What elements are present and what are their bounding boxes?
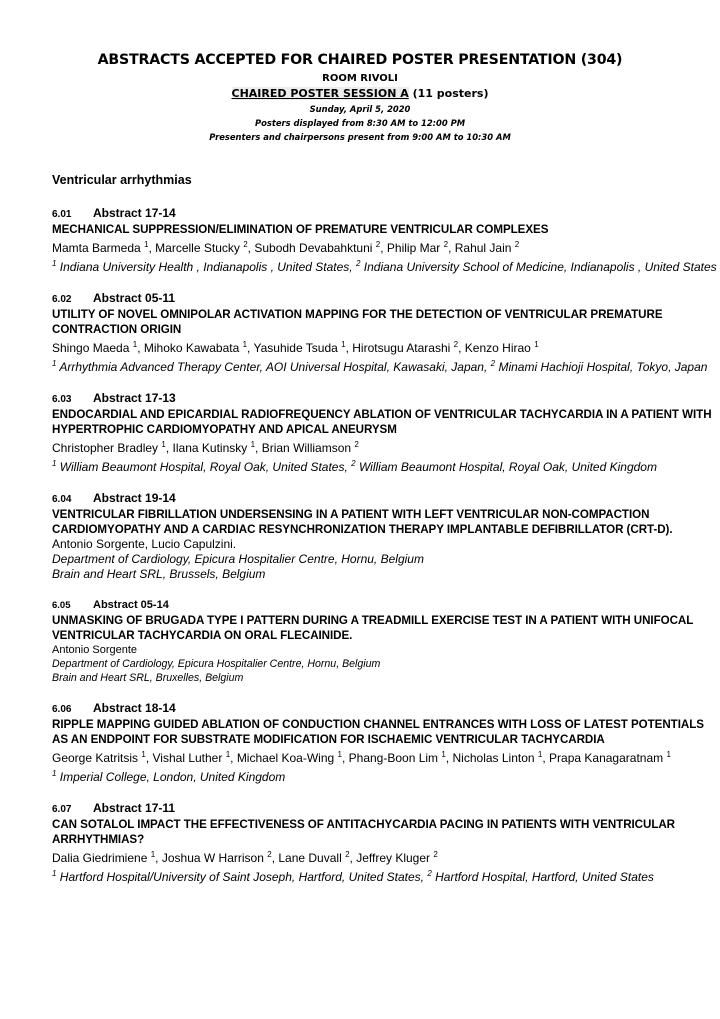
affiliation-text: Arrhythmia Advanced Therapy Center, AOI Universal Hospital, Kawasaki, Japan, — [59, 360, 488, 374]
affiliation-text: Hartford Hospital, Hartford, United States — [435, 870, 654, 884]
abstract-authors: Dalia Giedrimiene $^1$, Joshua W Harrison $^2$, Lane Duvall $^2$, Jeffrey Kluger $^2$ — [52, 850, 438, 865]
display-hours: Posters displayed from 8:30 AM to 12:00 PM — [254, 118, 466, 128]
affiliation-mark: 2 — [490, 359, 496, 368]
author-affiliation-mark: 2 — [267, 850, 272, 859]
abstract-number: 6.01 — [52, 209, 72, 220]
abstract-authors: Antonio Sorgente, Lucio Capulzini. — [52, 537, 237, 551]
author-name: Ilana Kutinsky — [172, 441, 248, 455]
author-name: Christopher Bradley — [52, 441, 159, 455]
affiliation-text: Minami Hachioji Hospital, Tokyo, Japan — [498, 360, 708, 374]
affiliation-mark: 1 — [52, 359, 57, 368]
page-title: ABSTRACTS ACCEPTED FOR CHAIRED POSTER PRESENTATION (304) — [97, 52, 623, 68]
category-heading: Ventricular arrhythmias — [52, 173, 192, 187]
author-affiliation-mark: 2 — [433, 850, 438, 859]
author-affiliation-mark: 2 — [345, 850, 350, 859]
author-affiliation-mark: 1 — [144, 240, 149, 249]
abstract-title: ENDOCARDIAL AND EPICARDIAL RADIOFREQUENCY ABLATION OF VENTRICULAR TACHYCARDIA IN A PATIENT WITH HYPERTROPHIC CARDIOMYOPATHY AND APICAL ANEURYSM — [52, 408, 712, 436]
affiliation-text: William Beaumont Hospital, Royal Oak, United Kingdom — [358, 460, 657, 474]
affiliation-text: Indiana University Health , Indianapolis , United States, — [59, 260, 353, 274]
author-name: Hirotsugu Atarashi — [352, 341, 451, 355]
abstract-code: Abstract 05-11 — [93, 291, 176, 305]
abstract-affiliations — [52, 256, 720, 275]
author-affiliation-mark: 2 — [443, 240, 449, 249]
abstract-authors: Shingo Maeda $^1$, Mihoko Kawabata $^1$, Yasuhide Tsuda $^1$, Hirotsugu Atarashi $^2$, Kenzo Hirao $^1$ — [52, 340, 539, 355]
author-affiliation-mark: 2 — [453, 340, 459, 349]
author-name: Dalia Giedrimiene — [52, 851, 148, 865]
author-name: Nicholas Linton — [452, 751, 535, 765]
abstract-code: Abstract 17-14 — [93, 206, 176, 220]
author-name: Subodh Devabahktuni — [254, 241, 373, 255]
affiliation-mark: 2 — [351, 459, 356, 468]
abstract-entry — [52, 801, 720, 885]
author-affiliation-mark: 1 — [250, 440, 256, 449]
affiliation-text: Hartford Hospital/University of Saint Joseph, Hartford, United States, — [59, 870, 424, 884]
page-header — [0, 0, 720, 144]
affiliation-mark: 1 — [52, 769, 57, 778]
abstract-authors: Mamta Barmeda $^1$, Marcelle Stucky $^2$, Subodh Devabahktuni $^2$, Philip Mar $^2$, Rahul Jain $^2$ — [52, 240, 520, 255]
author-name: Mamta Barmeda — [52, 241, 141, 255]
affiliation-line: Brain and Heart SRL, Brussels, Belgium — [52, 567, 266, 581]
author-affiliation-mark: 1 — [225, 750, 231, 759]
abstract-affiliations — [52, 766, 720, 785]
author-name: Philip Mar — [386, 241, 441, 255]
abstract-number-line — [52, 701, 720, 717]
author-affiliation-mark: 1 — [150, 850, 156, 859]
author-affiliation-mark: 1 — [337, 750, 342, 759]
abstract-affiliations — [52, 866, 720, 885]
affiliation-mark: 1 — [52, 259, 57, 268]
abstract-list — [52, 173, 720, 901]
affiliation-line: Brain and Heart SRL, Bruxelles, Belgium — [52, 672, 244, 684]
author-name: Phang-Boon Lim — [348, 751, 439, 765]
author-name: Brian Williamson — [261, 441, 352, 455]
abstract-entry — [52, 391, 720, 475]
session-count: (11 posters) — [412, 87, 489, 100]
author-affiliation-mark: 2 — [375, 240, 381, 249]
abstract-number-line — [52, 291, 720, 307]
author-affiliation-mark: 1 — [242, 340, 248, 349]
author-affiliation-mark: 1 — [132, 340, 138, 349]
abstract-number: 6.02 — [52, 294, 72, 305]
author-affiliation-mark: 1 — [161, 440, 166, 449]
abstract-title: MECHANICAL SUPPRESSION/ELIMINATION OF PREMATURE VENTRICULAR COMPLEXES — [52, 223, 549, 236]
abstract-number-line — [52, 491, 720, 507]
author-name: Jeffrey Kluger — [356, 851, 431, 865]
abstract-title: RIPPLE MAPPING GUIDED ABLATION OF CONDUCTION CHANNEL ENTRANCES WITH LOSS OF LATEST POTENTIALS AS AN ENDPOINT FOR SUBSTRATE MODIFICATION FOR ISCHAEMIC VENTRICULAR TACHYCARDIA — [52, 718, 704, 746]
abstract-code: Abstract 18-14 — [93, 701, 176, 715]
abstract-number: 6.05 — [52, 600, 71, 611]
room-name: ROOM RIVOLI — [322, 73, 398, 84]
abstract-title: UTILITY OF NOVEL OMNIPOLAR ACTIVATION MAPPING FOR THE DETECTION OF VENTRICULAR PREMATURE CONTRACTION ORIGIN — [52, 308, 663, 336]
abstract-title: CAN SOTALOL IMPACT THE EFFECTIVENESS OF ANTITACHYCARDIA PACING IN PATIENTS WITH VENTRICULAR ARRHYTHMIAS? — [52, 818, 676, 846]
abstract-number: 6.04 — [52, 494, 72, 505]
abstract-authors: Antonio Sorgente — [52, 644, 138, 656]
author-name: Prapa Kanagaratnam — [549, 751, 664, 765]
author-name: Mihoko Kawabata — [143, 341, 240, 355]
abstract-entry — [52, 291, 720, 375]
affiliation-mark: 2 — [427, 869, 432, 878]
affiliation-mark: 1 — [52, 869, 57, 878]
author-name: Shingo Maeda — [52, 341, 130, 355]
abstract-authors: Christopher Bradley $^1$, Ilana Kutinsky $^1$, Brian Williamson $^2$ — [52, 440, 359, 455]
author-affiliation-mark: 1 — [537, 750, 543, 759]
affiliation-text: Indiana University School of Medicine, Indianapolis , United States — [363, 260, 717, 274]
author-affiliation-mark: 2 — [243, 240, 248, 249]
affiliation-text: William Beaumont Hospital, Royal Oak, United States, — [59, 460, 348, 474]
session-date: Sunday, April 5, 2020 — [309, 104, 411, 114]
affiliation-line: Department of Cardiology, Epicura Hospitalier Centre, Hornu, Belgium — [52, 552, 424, 566]
affiliation-mark: 2 — [355, 259, 361, 268]
author-name: Joshua W Harrison — [161, 851, 264, 865]
author-name: George Katritsis — [52, 751, 139, 765]
author-name: Lane Duvall — [278, 851, 342, 865]
abstract-number-line — [52, 598, 720, 613]
author-name: Vishal Luther — [152, 751, 223, 765]
author-affiliation-mark: 1 — [341, 340, 346, 349]
affiliation-mark: 1 — [52, 459, 57, 468]
author-name: Kenzo Hirao — [464, 341, 531, 355]
abstract-entry — [52, 206, 720, 275]
abstract-affiliations — [52, 456, 720, 475]
author-name: Marcelle Stucky — [155, 241, 240, 255]
author-name: Rahul Jain — [454, 241, 512, 255]
affiliation-line: Department of Cardiology, Epicura Hospitalier Centre, Hornu, Belgium — [52, 658, 381, 670]
abstract-code: Abstract 17-13 — [93, 391, 176, 405]
abstract-title: VENTRICULAR FIBRILLATION UNDERSENSING IN A PATIENT WITH LEFT VENTRICULAR NON-COMPACTION CARDIOMYOPATHY AND A CARDIAC RESYNCHRONIZATION THERAPY IMPLANTABLE DEFIBRILLATOR (CRT-D). — [52, 508, 673, 536]
abstract-entry — [52, 701, 720, 785]
author-affiliation-mark: 1 — [441, 750, 446, 759]
abstract-number-line — [52, 801, 720, 817]
session-line — [0, 86, 720, 102]
abstract-authors: George Katritsis $^1$, Vishal Luther $^1$, Michael Koa-Wing $^1$, Phang-Boon Lim $^1$, Nicholas Linton $^1$, Prapa Kanagaratnam $^1$ — [52, 750, 671, 765]
author-name: Yasuhide Tsuda — [253, 341, 338, 355]
author-affiliation-mark: 1 — [534, 340, 539, 349]
abstract-entry — [52, 491, 720, 582]
abstract-code: Abstract 19-14 — [93, 491, 176, 505]
abstract-number: 6.07 — [52, 804, 72, 815]
affiliation-text: Imperial College, London, United Kingdom — [59, 770, 286, 784]
abstract-number: 6.06 — [52, 704, 72, 715]
abstract-code: Abstract 05-14 — [93, 599, 169, 611]
abstract-affiliations — [52, 356, 720, 375]
author-affiliation-mark: 2 — [514, 240, 520, 249]
session-label: CHAIRED POSTER SESSION A — [231, 87, 409, 100]
abstract-entry — [52, 598, 720, 685]
author-name: Michael Koa-Wing — [236, 751, 335, 765]
abstract-number: 6.03 — [52, 394, 72, 405]
presenter-hours: Presenters and chairpersons present from 9:00 AM to 10:30 AM — [209, 132, 511, 142]
author-affiliation-mark: 1 — [141, 750, 146, 759]
abstract-code: Abstract 17-11 — [93, 801, 176, 815]
abstract-number-line — [52, 391, 720, 407]
abstract-title: UNMASKING OF BRUGADA TYPE I PATTERN DURING A TREADMILL EXERCISE TEST IN A PATIENT WITH UNIFOCAL VENTRICULAR TACHYCARDIA ON ORAL FLECAINIDE. — [52, 614, 694, 642]
abstract-number-line — [52, 206, 720, 222]
author-affiliation-mark: 2 — [354, 440, 359, 449]
author-affiliation-mark: 1 — [666, 750, 671, 759]
